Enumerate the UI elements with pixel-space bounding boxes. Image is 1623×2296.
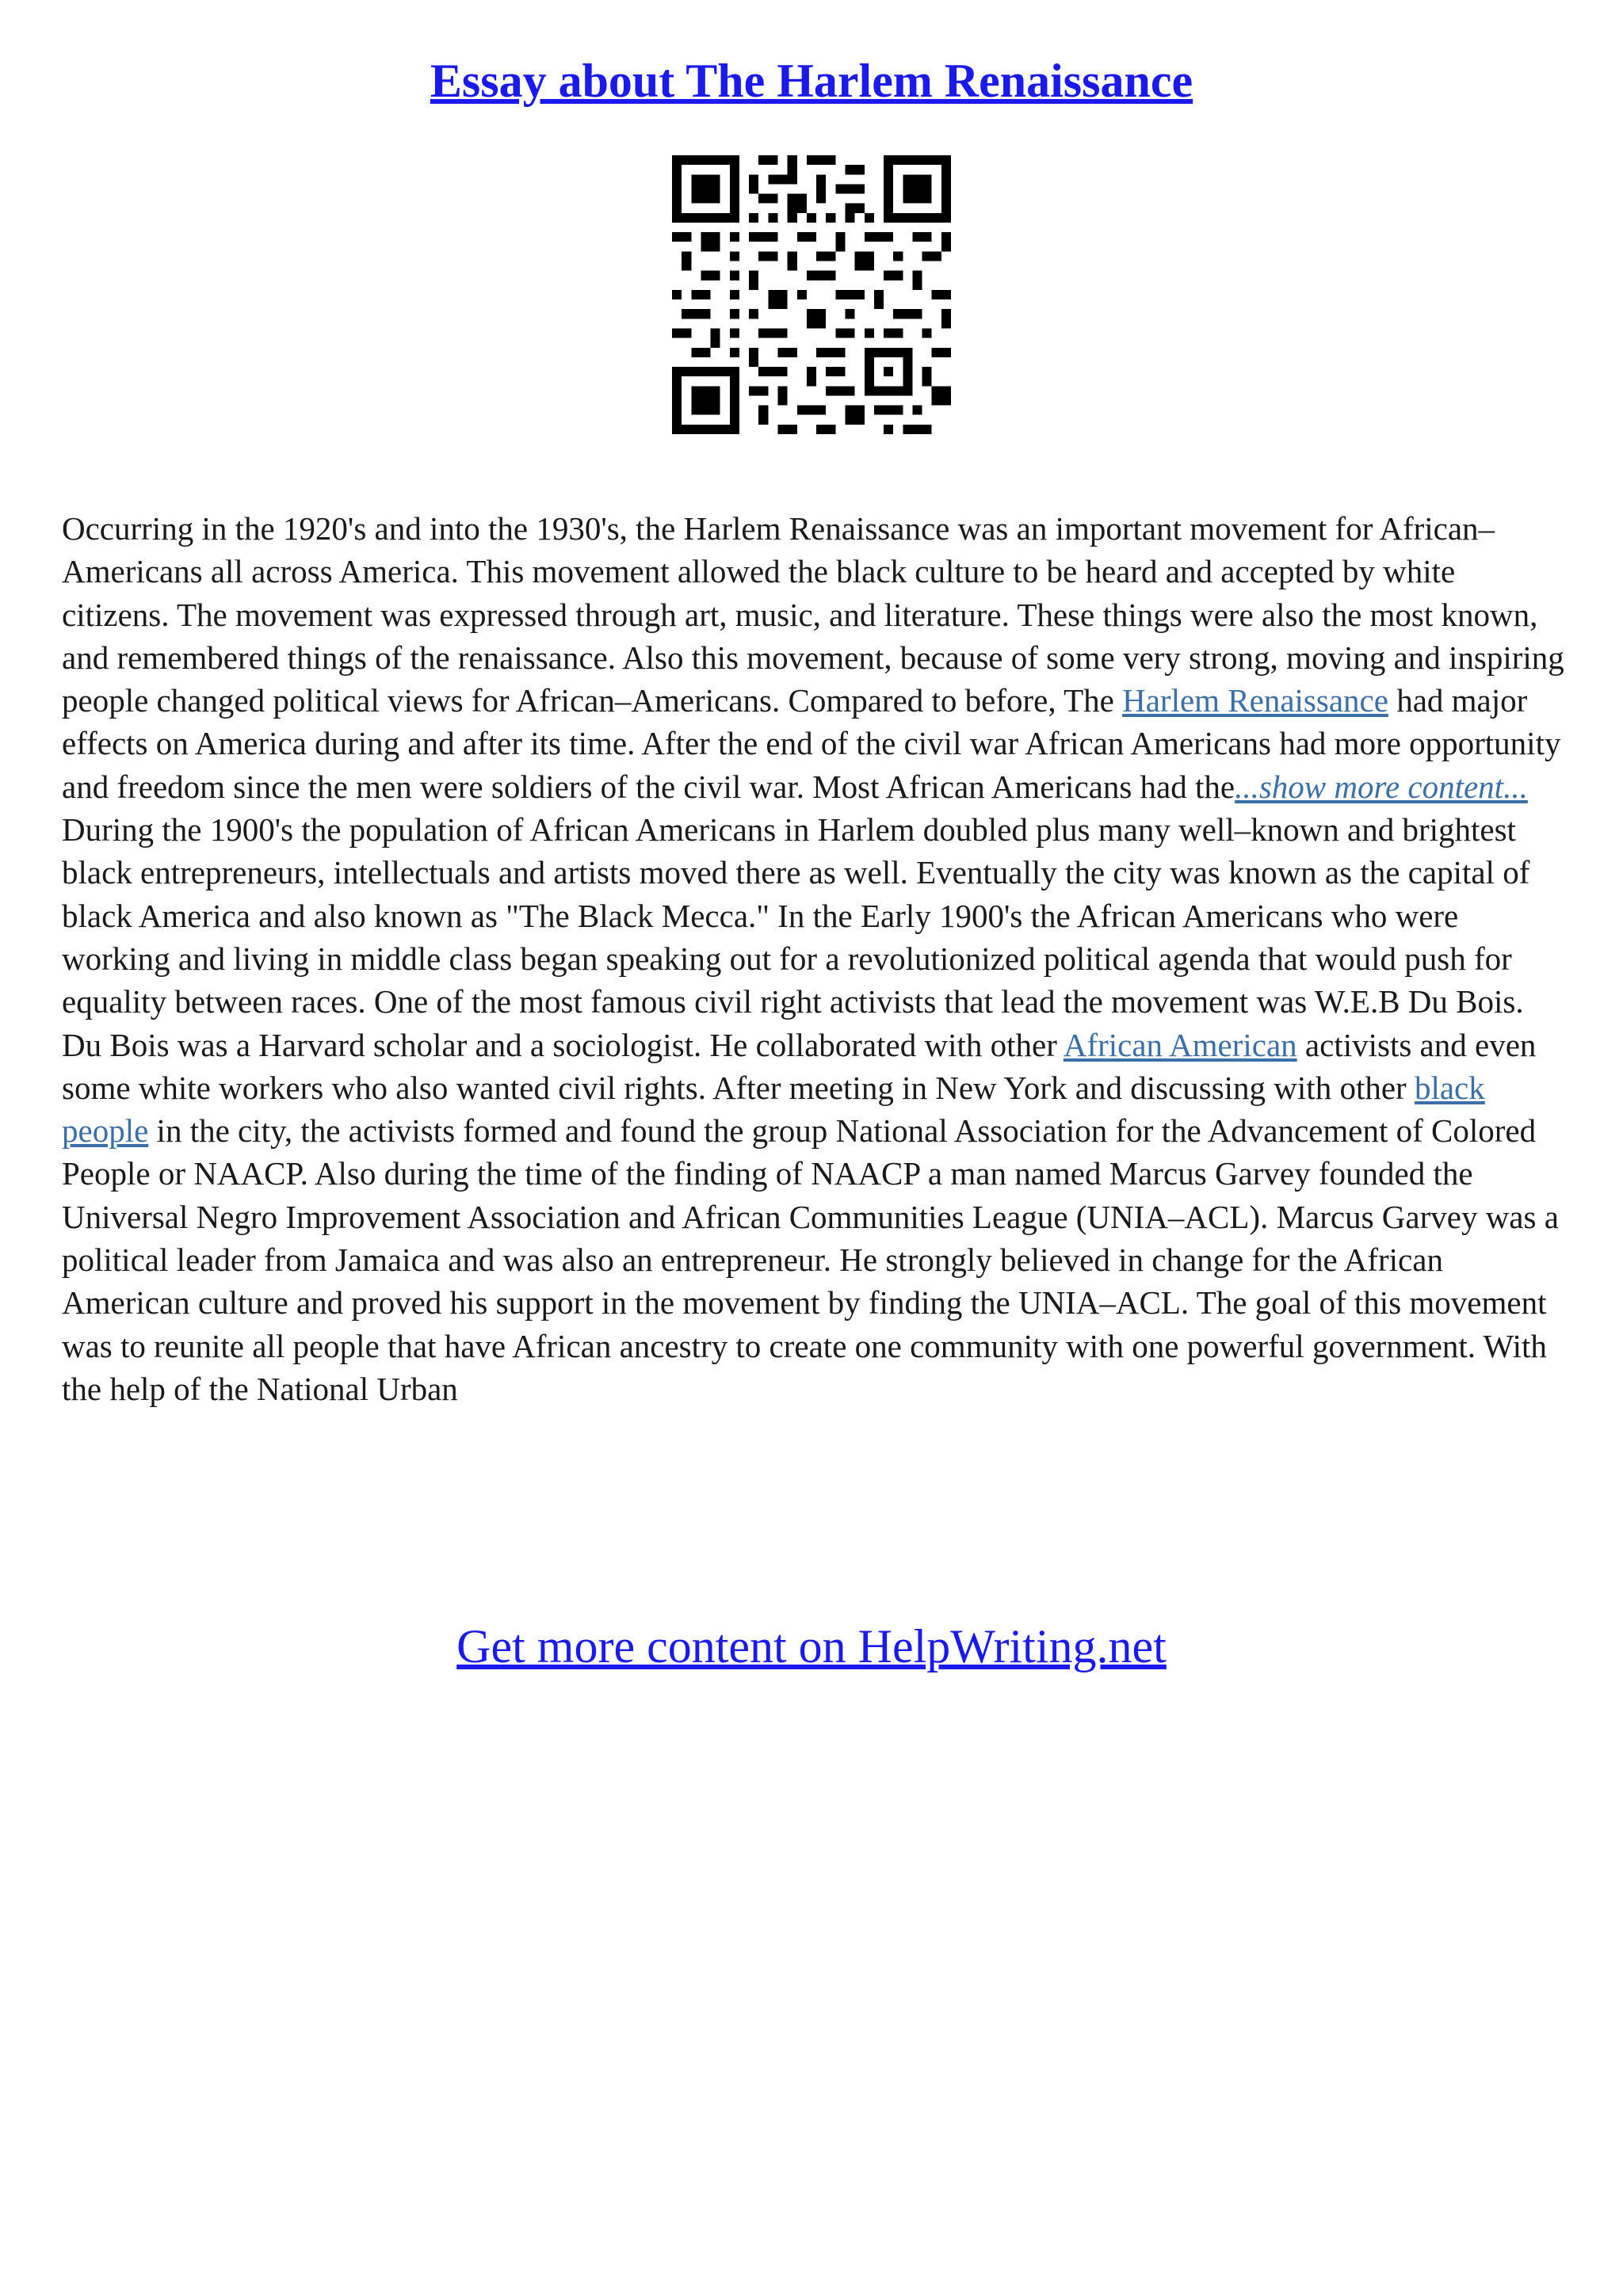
essay-paragraph-2 <box>62 808 1568 1410</box>
get-more-content-link[interactable]: Get more content on HelpWriting.net <box>456 1620 1167 1672</box>
qr-code-icon <box>672 155 951 434</box>
harlem-renaissance-link[interactable]: Harlem Renaissance <box>1122 682 1388 719</box>
page-title <box>0 54 1623 109</box>
paragraph-2-text-part-1: During the 1900's the population of African Americans in Harlem doubled plus many well–known and brightest black entrepreneurs, intellectuals and artists moved there as well. Eventually the city was known as the capital of black America and also known as "The Black Mecca." In the Early 1900's the African Americans who were working and living in middle class began speaking out for a revolutionized political agenda that would push for equality between races. One of the most famous civil right activists that lead the movement was W.E.B Du Bois. Du Bois was a Harvard scholar and a sociologist. He collaborated with other <box>62 811 1530 1063</box>
paragraph-2-text-part-3: in the city, the activists formed and found the group National Association for the Advancement of Colored People or NAACP. Also during the time of the finding of NAACP a man named Marcus Garvey founded the Universal Negro Improvement Association and African Communities League (UNIA–ACL). Marcus Garvey was a political leader from Jamaica and was also an entrepreneur. He strongly believed in change for the African American culture and proved his support in the movement by finding the UNIA–ACL. The goal of this movement was to reunite all people that have African ancestry to create one community with one powerful government. With the help of the National Urban <box>62 1112 1559 1407</box>
get-more-content <box>0 1619 1623 1674</box>
qr-code <box>672 155 951 434</box>
paragraph-1-text-end: had major effects on America during and after its time. After the end of the civil war African Americans had more opportunity and freedom since the men were soldiers of the civil war. Most African Americans had the <box>62 682 1561 805</box>
paragraph-1-text-start: Occurring in the 1920's and into the 1930's, the Harlem Renaissance was an important movement for African–Americans all across America. This movement allowed the black culture to be heard and accepted by white citizens. The movement was expressed through art, music, and literature. These things were also the most known, and remembered things of the renaissance. Also this movement, because of some very strong, moving and inspiring people changed political views for African–Americans. Compared to before, The <box>62 510 1564 719</box>
essay-paragraph-1 <box>62 507 1568 808</box>
essay-body <box>62 507 1568 1410</box>
african-american-link[interactable]: African American <box>1063 1026 1297 1063</box>
paragraph-2-text-part-2: activists and even some white workers who also wanted civil rights. After meeting in New York and discussing with other <box>62 1026 1537 1106</box>
title-link[interactable]: Essay about The Harlem Renaissance <box>430 55 1193 107</box>
show-more-link[interactable]: ...show more content... <box>1235 768 1528 805</box>
black-people-link[interactable]: black people <box>62 1069 1485 1150</box>
